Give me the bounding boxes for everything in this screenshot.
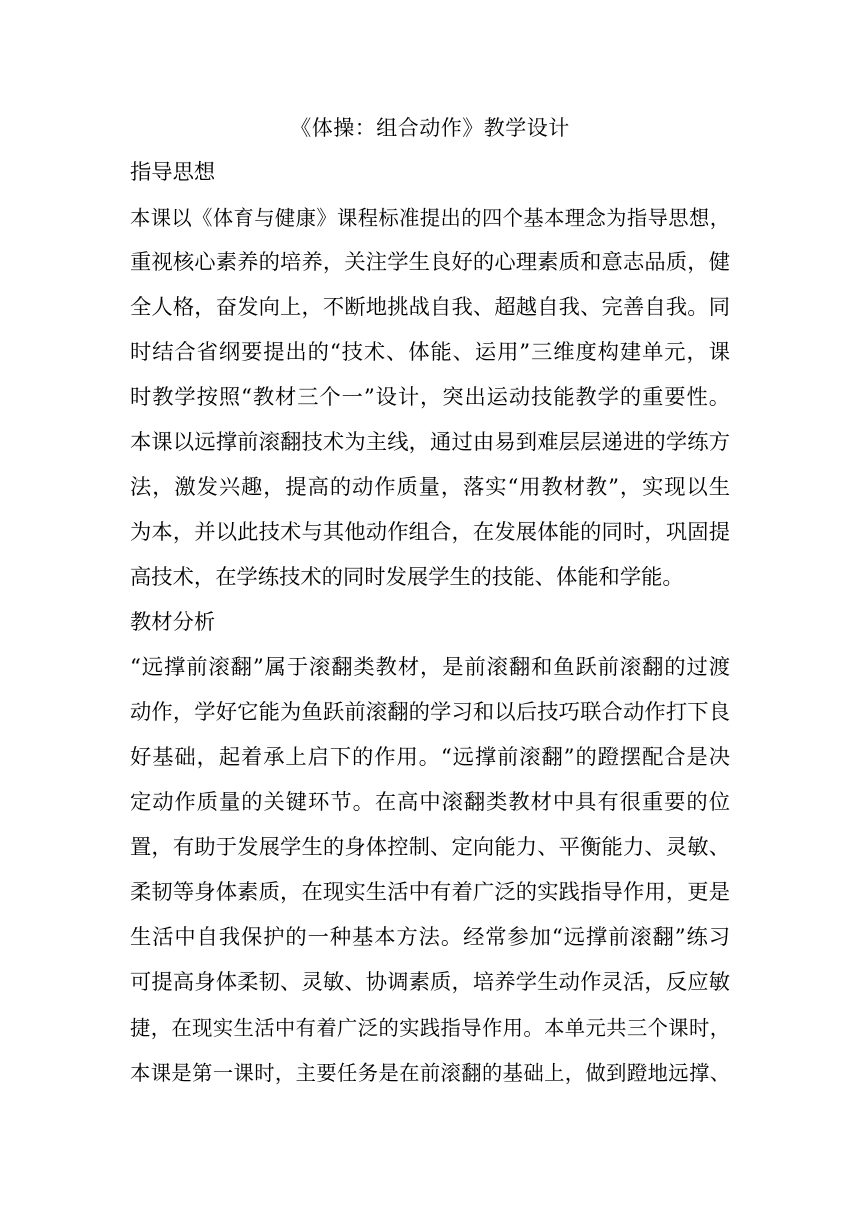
paragraph-line: 法，激发兴趣，提高的动作质量，落实“用教材教”，实现以生	[130, 475, 730, 500]
paragraph-line: 高技术，在学练技术的同时发展学生的技能、体能和学能。	[130, 565, 684, 590]
paragraph-line: 可提高身体柔韧、灵敏、协调素质，培养学生动作灵活，反应敏	[130, 970, 730, 995]
section-heading-guiding-ideology: 指导思想	[130, 160, 216, 185]
paragraph-line: 柔韧等身体素质，在现实生活中有着广泛的实践指导作用，更是	[130, 880, 730, 905]
paragraph-line: 全人格，奋发向上，不断地挑战自我、超越自我、完善自我。同	[130, 295, 730, 320]
paragraph-line: 置，有助于发展学生的身体控制、定向能力、平衡能力、灵敏、	[130, 835, 730, 860]
paragraph-line: 时结合省纲要提出的“技术、体能、运用”三维度构建单元，课	[130, 340, 730, 365]
paragraph-line: 本课以《体育与健康》课程标准提出的四个基本理念为指导思想，	[130, 206, 730, 230]
section-heading-material-analysis: 教材分析	[130, 610, 216, 635]
paragraph-line: “远撑前滚翻”属于滚翻类教材，是前滚翻和鱼跃前滚翻的过渡	[130, 655, 730, 680]
paragraph-line: 本课以远撑前滚翻技术为主线，通过由易到难层层递进的学练方	[130, 430, 730, 455]
document-title: 《体操：组合动作》教学设计	[290, 116, 570, 140]
paragraph-line: 重视核心素养的培养，关注学生良好的心理素质和意志品质，健	[130, 250, 730, 275]
paragraph-line: 动作，学好它能为鱼跃前滚翻的学习和以后技巧联合动作打下良	[130, 700, 730, 725]
paragraph-line: 生活中自我保护的一种基本方法。经常参加“远撑前滚翻”练习	[130, 925, 730, 950]
paragraph-line: 时教学按照“教材三个一”设计，突出运动技能教学的重要性。	[130, 385, 730, 410]
paragraph-line: 好基础，起着承上启下的作用。“远撑前滚翻”的蹬摆配合是决	[130, 745, 730, 770]
paragraph-line: 本课是第一课时，主要任务是在前滚翻的基础上，做到蹬地远撑、	[130, 1061, 730, 1085]
paragraph-line: 定动作质量的关键环节。在高中滚翻类教材中具有很重要的位	[130, 790, 730, 815]
paragraph-line: 捷，在现实生活中有着广泛的实践指导作用。本单元共三个课时，	[130, 1016, 730, 1040]
paragraph-line: 为本，并以此技术与其他动作组合，在发展体能的同时，巩固提	[130, 520, 730, 545]
